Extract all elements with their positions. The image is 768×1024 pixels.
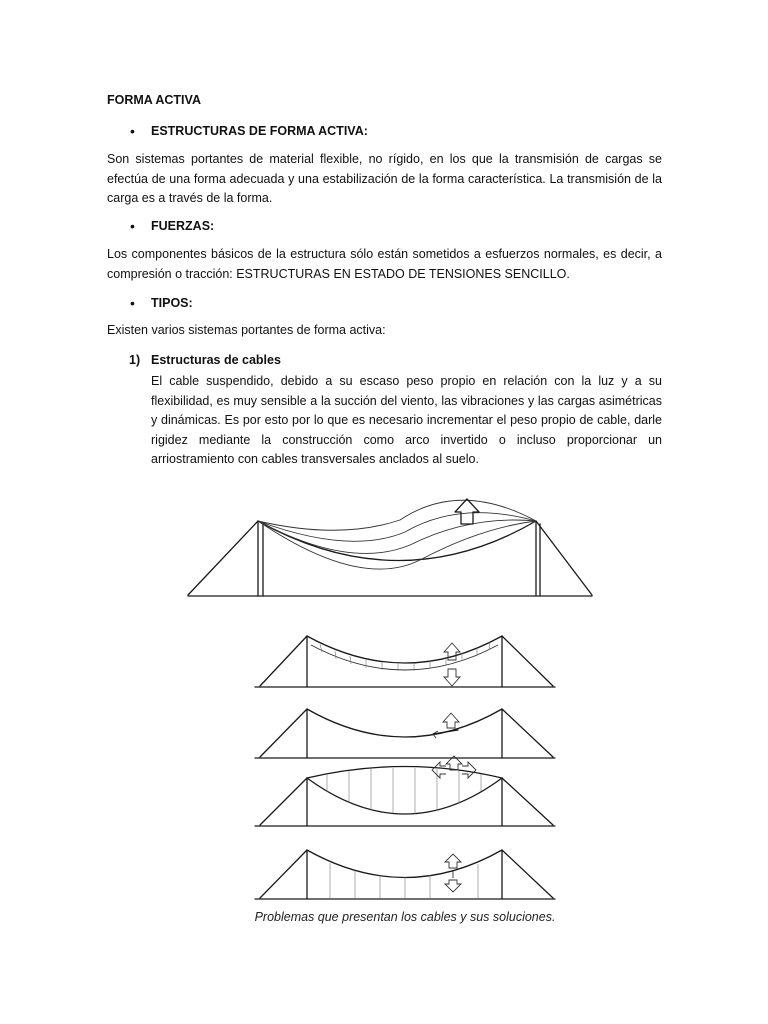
up-arrow-icon — [443, 713, 459, 728]
diagram-wind-suction — [188, 499, 592, 596]
item-number: 1) — [129, 353, 141, 367]
up-arrow-icon — [455, 499, 479, 524]
section-text-tipos: Existen varios sistemas portantes de forma activa: — [107, 323, 386, 337]
left-tower — [260, 636, 307, 687]
right-tower — [536, 521, 592, 596]
bullet-marker: • — [130, 123, 135, 139]
cable-line — [258, 520, 536, 553]
arch-line — [307, 767, 502, 779]
up-arrow-icon — [445, 854, 461, 868]
down-arrow-icon — [444, 669, 460, 686]
diagram-inverted-arch — [255, 756, 555, 826]
figure-caption: Problemas que presentan los cables y sus soluciones. — [254, 910, 556, 924]
section-heading-estructuras: ESTRUCTURAS DE FORMA ACTIVA: — [151, 124, 368, 138]
section-heading-tipos: TIPOS: — [151, 296, 193, 310]
cable-structures-figure — [0, 490, 768, 910]
cable-line — [258, 521, 536, 561]
right-tower — [502, 636, 553, 687]
page-title: FORMA ACTIVA — [107, 93, 201, 107]
section-text-fuerzas: Los componentes básicos de la estructura sólo están sometidos a esfuerzos normales, es decir, a compresión o tracción: ESTRUCTURAS EN ESTADO DE TENSIONES SENCILLO. — [107, 247, 662, 281]
right-tower — [502, 778, 553, 826]
cable-line — [258, 513, 536, 542]
section-heading-fuerzas: FUERZAS: — [151, 219, 215, 233]
weight-segments — [320, 642, 490, 671]
down-arrow-icon — [445, 880, 461, 892]
hangers — [327, 768, 481, 814]
right-tower — [502, 850, 553, 899]
diagram-stiffened-cable — [255, 709, 555, 758]
item-title: Estructuras de cables — [151, 353, 281, 367]
left-tower — [260, 850, 307, 899]
left-tower — [260, 709, 307, 758]
left-arrow-icon — [432, 762, 446, 778]
left-tower — [260, 778, 307, 826]
cable-line — [307, 778, 502, 814]
cable-line — [307, 709, 502, 737]
section-text-estructuras: Son sistemas portantes de material flexible, no rígido, en los que la transmisión de cargas se efectúa de una forma adecuada y una estabilización de la forma característica. La transmisión de la carga es a través de la forma. — [107, 152, 662, 205]
cable-line — [307, 850, 502, 878]
item-text: El cable suspendido, debido a su escaso peso propio en relación con la luz y a su flexibilidad, es muy sensible a la succión del viento, las vibraciones y las cargas asimétricas y dinámicas. Es por esto por lo que es necesario incrementar el peso propio de cable, darle rigidez mediante la construcción como arco invertido o incluso proporcionar un arriostramiento con cables transversales anclados al suelo. — [151, 374, 662, 466]
right-arrow-icon — [462, 762, 476, 778]
cable-line — [258, 500, 536, 530]
bullet-marker: • — [130, 295, 135, 311]
cable-line — [311, 645, 498, 670]
bullet-marker: • — [130, 218, 135, 234]
left-tower — [188, 521, 258, 596]
diagram-anchored-cables — [255, 850, 555, 899]
diagram-weighted-cable — [255, 636, 555, 687]
right-tower — [502, 709, 553, 758]
